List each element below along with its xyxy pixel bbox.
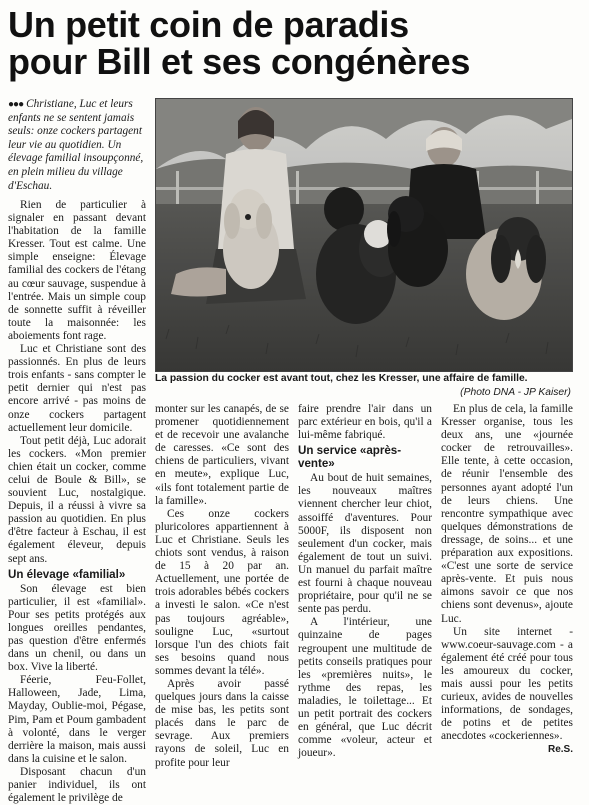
paragraph: Son élevage est bien particulier, il est «familial». Pour ses petits protégés aux longues oreilles pendantes, pas question d'être enfermés dans un chenil, ou dans un box. Vive la liberté. <box>8 582 146 674</box>
paragraph: Tout petit déjà, Luc adorait les cockers. «Mon premier chien était un cocker, comme celui de Boule & Bill», se souvient Luc, nostalgique. Depuis, il a réussi à vivre sa passion au quotidien. En plus d'être facteur à Eschau, il est également éleveur, depuis sept ans. <box>8 434 146 565</box>
article-column-3 <box>298 403 432 760</box>
paragraph: A l'intérieur, une quinzaine de pages regroupent une multitude de petits conseils pratiques pour les «premières nuits», le rythme des repas, les maladies, le toilettage... Et un petit portrait des cockers en général, que Luc décrit comme «voleur, acteur et joueur». <box>298 616 432 760</box>
lead-paragraph <box>8 98 146 193</box>
paragraph: Disposant chacun d'un panier individuel, ils ont également le privilège de <box>8 765 146 805</box>
article-column-4 <box>441 403 573 757</box>
photo-credit: (Photo DNA - JP Kaiser) <box>460 387 571 398</box>
paragraph: En plus de cela, la famille Kresser organise, tous les deux ans, une «journée cocker de retrouvailles». Elle tente, à cette occasion, de réunir l'ensemble des personnes ayant adopté l'un de leurs chiens. Une rencontre sympathique avec quelques démonstrations de dressage, de soins... et une préparation aux expositions. «C'est une sorte de service après-vente. Et puis nous aimons savoir ce que nos chiens sont devenus», ajoute Luc. <box>441 403 573 625</box>
headline-line-1: Un petit coin de paradis <box>8 4 409 45</box>
section-heading: Un élevage «familial» <box>8 567 126 581</box>
article-column-2 <box>155 403 289 770</box>
photo-illustration <box>156 99 572 371</box>
bullet-dots-icon: ●●● <box>8 99 24 110</box>
headline-line-2: pour Bill et ses congénères <box>8 41 471 82</box>
paragraph: Rien de particulier à signaler en passant devant l'habitation de la famille Kresser. Tout est calme. Une simple enseigne: Élevage familial des cockers de l'étang au cœur sauvage, suspendue à l'entrée. Mais un simple coup de sonnette suffit à réveiller toute la maisonnée: les aboiements font rage. <box>8 199 146 342</box>
paragraph: Féerie, Feu-Follet, Halloween, Jade, Lima, Mayday, Oublie-moi, Pégase, Pim, Pam et Poum gambadent à volonté, dans le verger derrière la maison, mais aussi dans la cuisine et le salon. <box>8 674 146 765</box>
lead-text: Christiane, Luc et leurs enfants ne se sentent jamais seuls: onze cockers partagent leur vie au quotidien. Un élevage familial insoupçonné, en plein milieu du village d'Eschau. <box>8 98 144 192</box>
signature-row <box>441 743 573 756</box>
paragraph: Après avoir passé quelques jours dans la caisse de mise bas, les petits sont placés dans le parc de sevrage. Aux premiers rayons de soleil, Luc en profite pour leur <box>155 677 289 769</box>
paragraph: Un site internet - www.coeur-sauvage.com - a également été créé pour tous les amoureux du cocker, mais aussi pour les petits curieux, avides de nouvelles informations, de sondages, de potins et de petites anecdotes «cockeriennes». <box>441 625 573 743</box>
family-photo <box>155 98 573 372</box>
paragraph: monter sur les canapés, de se promener quotidiennement et de recevoir une avalanche de caresses. «Ce sont des chiens de particuliers, vivant en meute», explique Luc, «ils font totalement partie de la famille». <box>155 403 289 507</box>
paragraph: Luc et Christiane sont des passionnés. En plus de leurs trois enfants - sans compter le petit dernier qui n'est pas encore arrivé - pas moins de onze cockers partagent actuellement leur domicile. <box>8 343 146 434</box>
author-signature: Re.S. <box>547 744 573 756</box>
headline <box>8 6 583 80</box>
paragraph: Au bout de huit semaines, les nouveaux maîtres viennent chercher leur chiot, assoiffé d'aventures. Pour 5000F, ils disposent non seulement d'un cocker, mais également de tout un suivi. Un manuel du parfait maître est fourni à chaque nouveau propriétaire, pour qu'il ne se sente pas perdu. <box>298 472 432 616</box>
photo-caption: La passion du cocker est avant tout, chez les Kresser, une affaire de famille. <box>155 373 528 384</box>
paragraph: Ces onze cockers pluricolores appartiennent à Luc et Christiane. Seuls les chiots sont vendus, à raison de 15 à 20 par an. Actuellement, une portée de trois adorables bébés cockers a investi le salon. «Ce n'est pas toujours agréable», souligne Luc, «surtout lorsque l'un des chiots fait ses besoins quand nous sommes devant la télé». <box>155 507 289 677</box>
section-heading: Un service «après-vente» <box>298 444 402 471</box>
article-column-1 <box>8 199 146 805</box>
paragraph: faire prendre l'air dans un parc extérieur en bois, qu'il a lui-même fabriqué. <box>298 403 432 442</box>
